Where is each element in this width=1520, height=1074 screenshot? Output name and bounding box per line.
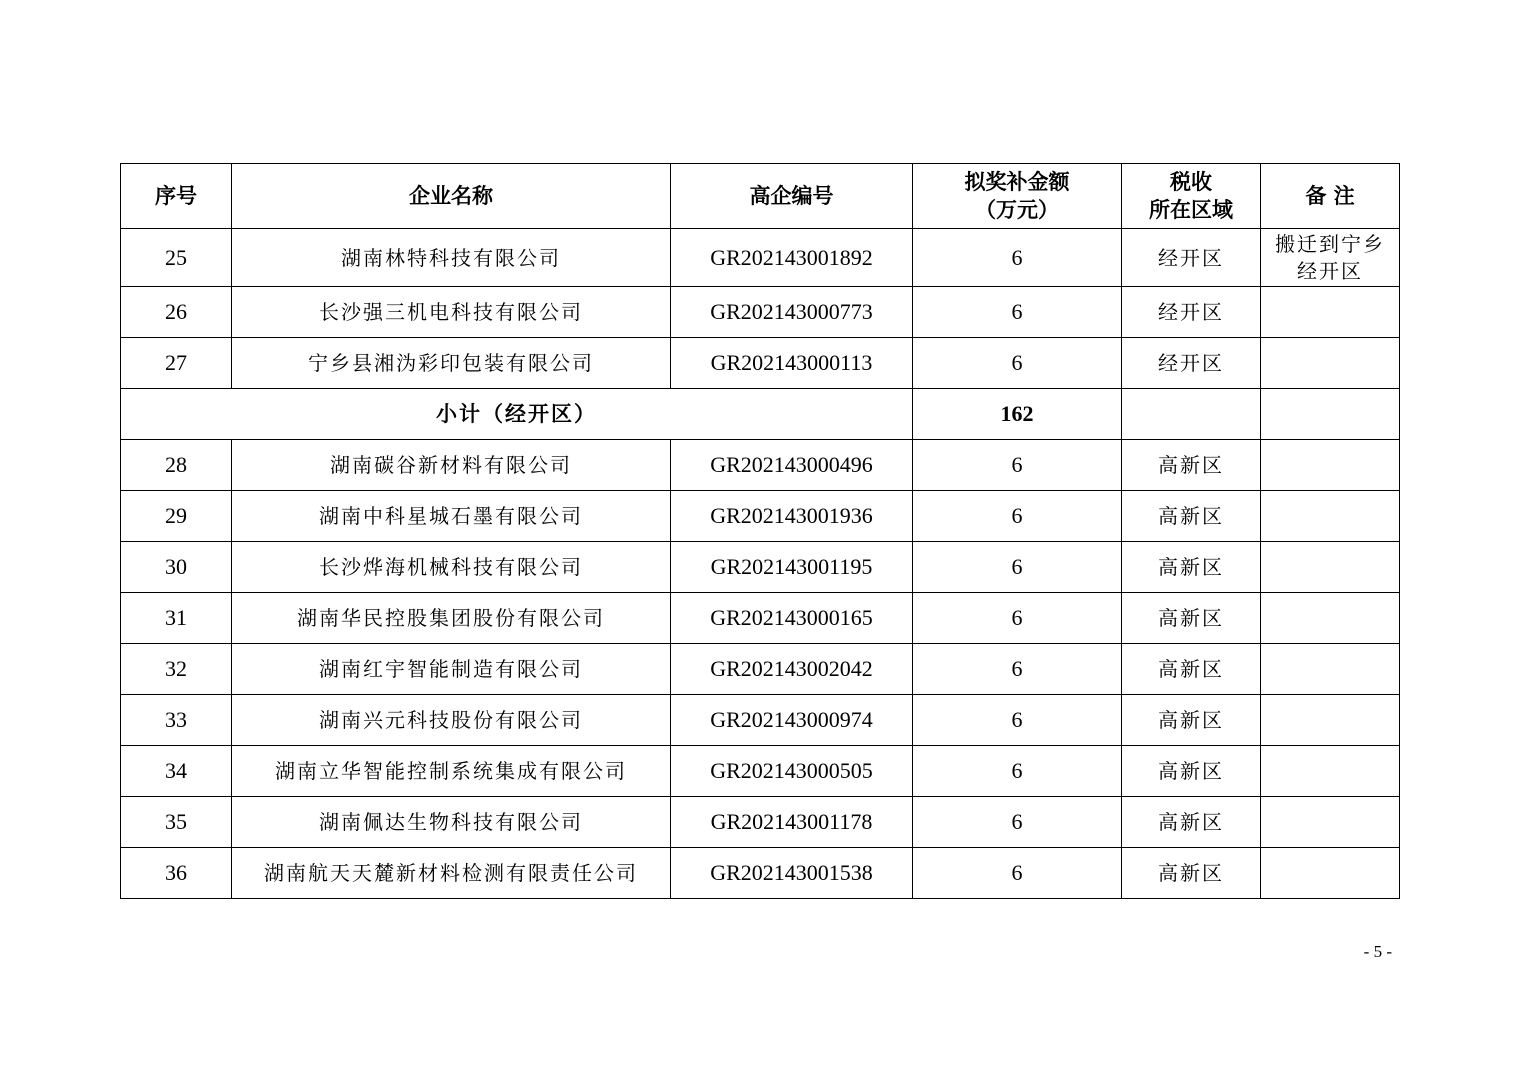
cell-seq: 34 xyxy=(121,746,232,797)
cell-company: 湖南碳谷新材料有限公司 xyxy=(232,440,671,491)
cell-code: GR202143001178 xyxy=(671,797,913,848)
table-row xyxy=(121,848,1400,899)
cell-note xyxy=(1261,542,1400,593)
cell-region: 高新区 xyxy=(1122,440,1261,491)
cell-seq: 33 xyxy=(121,695,232,746)
cell-code: GR202143001892 xyxy=(671,229,913,287)
cell-note xyxy=(1261,746,1400,797)
subtotal-region xyxy=(1122,389,1261,440)
cell-region: 高新区 xyxy=(1122,542,1261,593)
cell-seq: 35 xyxy=(121,797,232,848)
cell-seq: 31 xyxy=(121,593,232,644)
cell-note xyxy=(1261,644,1400,695)
table-row xyxy=(121,229,1400,287)
cell-note xyxy=(1261,695,1400,746)
header-amount xyxy=(913,164,1122,229)
cell-company: 湖南航天天麓新材料检测有限责任公司 xyxy=(232,848,671,899)
cell-company: 宁乡县湘沩彩印包装有限公司 xyxy=(232,338,671,389)
cell-amount: 6 xyxy=(913,695,1122,746)
award-table xyxy=(120,163,1400,899)
subtotal-value: 162 xyxy=(913,389,1122,440)
cell-amount: 6 xyxy=(913,848,1122,899)
cell-code: GR202143001538 xyxy=(671,848,913,899)
table-row xyxy=(121,338,1400,389)
cell-amount: 6 xyxy=(913,593,1122,644)
cell-code: GR202143002042 xyxy=(671,644,913,695)
cell-note xyxy=(1261,287,1400,338)
subtotal-row xyxy=(121,389,1400,440)
subtotal-note xyxy=(1261,389,1400,440)
table-header-row xyxy=(121,164,1400,229)
header-company: 企业名称 xyxy=(232,164,671,229)
cell-region: 高新区 xyxy=(1122,644,1261,695)
header-amount-line2: （万元） xyxy=(975,197,1059,222)
header-amount-line1: 拟奖补金额 xyxy=(964,169,1070,194)
cell-amount: 6 xyxy=(913,491,1122,542)
table-row xyxy=(121,491,1400,542)
header-region xyxy=(1122,164,1261,229)
cell-amount: 6 xyxy=(913,542,1122,593)
cell-seq: 26 xyxy=(121,287,232,338)
cell-seq: 29 xyxy=(121,491,232,542)
header-note: 备 注 xyxy=(1261,164,1400,229)
cell-code: GR202143001195 xyxy=(671,542,913,593)
table-row xyxy=(121,287,1400,338)
cell-seq: 27 xyxy=(121,338,232,389)
cell-amount: 6 xyxy=(913,229,1122,287)
table-row xyxy=(121,695,1400,746)
cell-company: 湖南林特科技有限公司 xyxy=(232,229,671,287)
note-line2: 经开区 xyxy=(1297,258,1363,283)
table-row xyxy=(121,593,1400,644)
table-row xyxy=(121,797,1400,848)
cell-company: 湖南华民控股集团股份有限公司 xyxy=(232,593,671,644)
header-seq: 序号 xyxy=(121,164,232,229)
cell-amount: 6 xyxy=(913,287,1122,338)
table-row xyxy=(121,644,1400,695)
cell-note xyxy=(1261,848,1400,899)
cell-note xyxy=(1261,593,1400,644)
cell-code: GR202143001936 xyxy=(671,491,913,542)
cell-amount: 6 xyxy=(913,338,1122,389)
header-region-line1: 税收 xyxy=(1170,169,1212,194)
cell-region: 高新区 xyxy=(1122,491,1261,542)
note-line1: 搬迁到宁乡 xyxy=(1275,231,1385,256)
cell-region: 高新区 xyxy=(1122,797,1261,848)
cell-company: 湖南立华智能控制系统集成有限公司 xyxy=(232,746,671,797)
cell-region: 经开区 xyxy=(1122,287,1261,338)
table-row xyxy=(121,440,1400,491)
table-row xyxy=(121,746,1400,797)
cell-code: GR202143000505 xyxy=(671,746,913,797)
cell-company: 湖南佩达生物科技有限公司 xyxy=(232,797,671,848)
cell-seq: 36 xyxy=(121,848,232,899)
cell-seq: 32 xyxy=(121,644,232,695)
page-number: - 5 - xyxy=(1363,942,1392,961)
cell-amount: 6 xyxy=(913,746,1122,797)
cell-code: GR202143000113 xyxy=(671,338,913,389)
cell-region: 经开区 xyxy=(1122,229,1261,287)
header-region-line2: 所在区域 xyxy=(1149,197,1233,222)
cell-note xyxy=(1261,440,1400,491)
cell-seq: 25 xyxy=(121,229,232,287)
cell-company: 长沙强三机电科技有限公司 xyxy=(232,287,671,338)
cell-note xyxy=(1261,229,1400,287)
cell-region: 高新区 xyxy=(1122,746,1261,797)
cell-company: 湖南红宇智能制造有限公司 xyxy=(232,644,671,695)
cell-code: GR202143000974 xyxy=(671,695,913,746)
cell-company: 湖南中科星城石墨有限公司 xyxy=(232,491,671,542)
cell-code: GR202143000165 xyxy=(671,593,913,644)
cell-region: 经开区 xyxy=(1122,338,1261,389)
cell-company: 湖南兴元科技股份有限公司 xyxy=(232,695,671,746)
cell-code: GR202143000496 xyxy=(671,440,913,491)
cell-note xyxy=(1261,797,1400,848)
cell-seq: 28 xyxy=(121,440,232,491)
cell-note xyxy=(1261,338,1400,389)
table-row xyxy=(121,542,1400,593)
cell-amount: 6 xyxy=(913,644,1122,695)
cell-seq: 30 xyxy=(121,542,232,593)
subtotal-label: 小计（经开区） xyxy=(121,389,913,440)
cell-note xyxy=(1261,491,1400,542)
cell-amount: 6 xyxy=(913,797,1122,848)
cell-region: 高新区 xyxy=(1122,593,1261,644)
header-code: 高企编号 xyxy=(671,164,913,229)
cell-code: GR202143000773 xyxy=(671,287,913,338)
cell-amount: 6 xyxy=(913,440,1122,491)
cell-company: 长沙烨海机械科技有限公司 xyxy=(232,542,671,593)
cell-region: 高新区 xyxy=(1122,848,1261,899)
cell-region: 高新区 xyxy=(1122,695,1261,746)
